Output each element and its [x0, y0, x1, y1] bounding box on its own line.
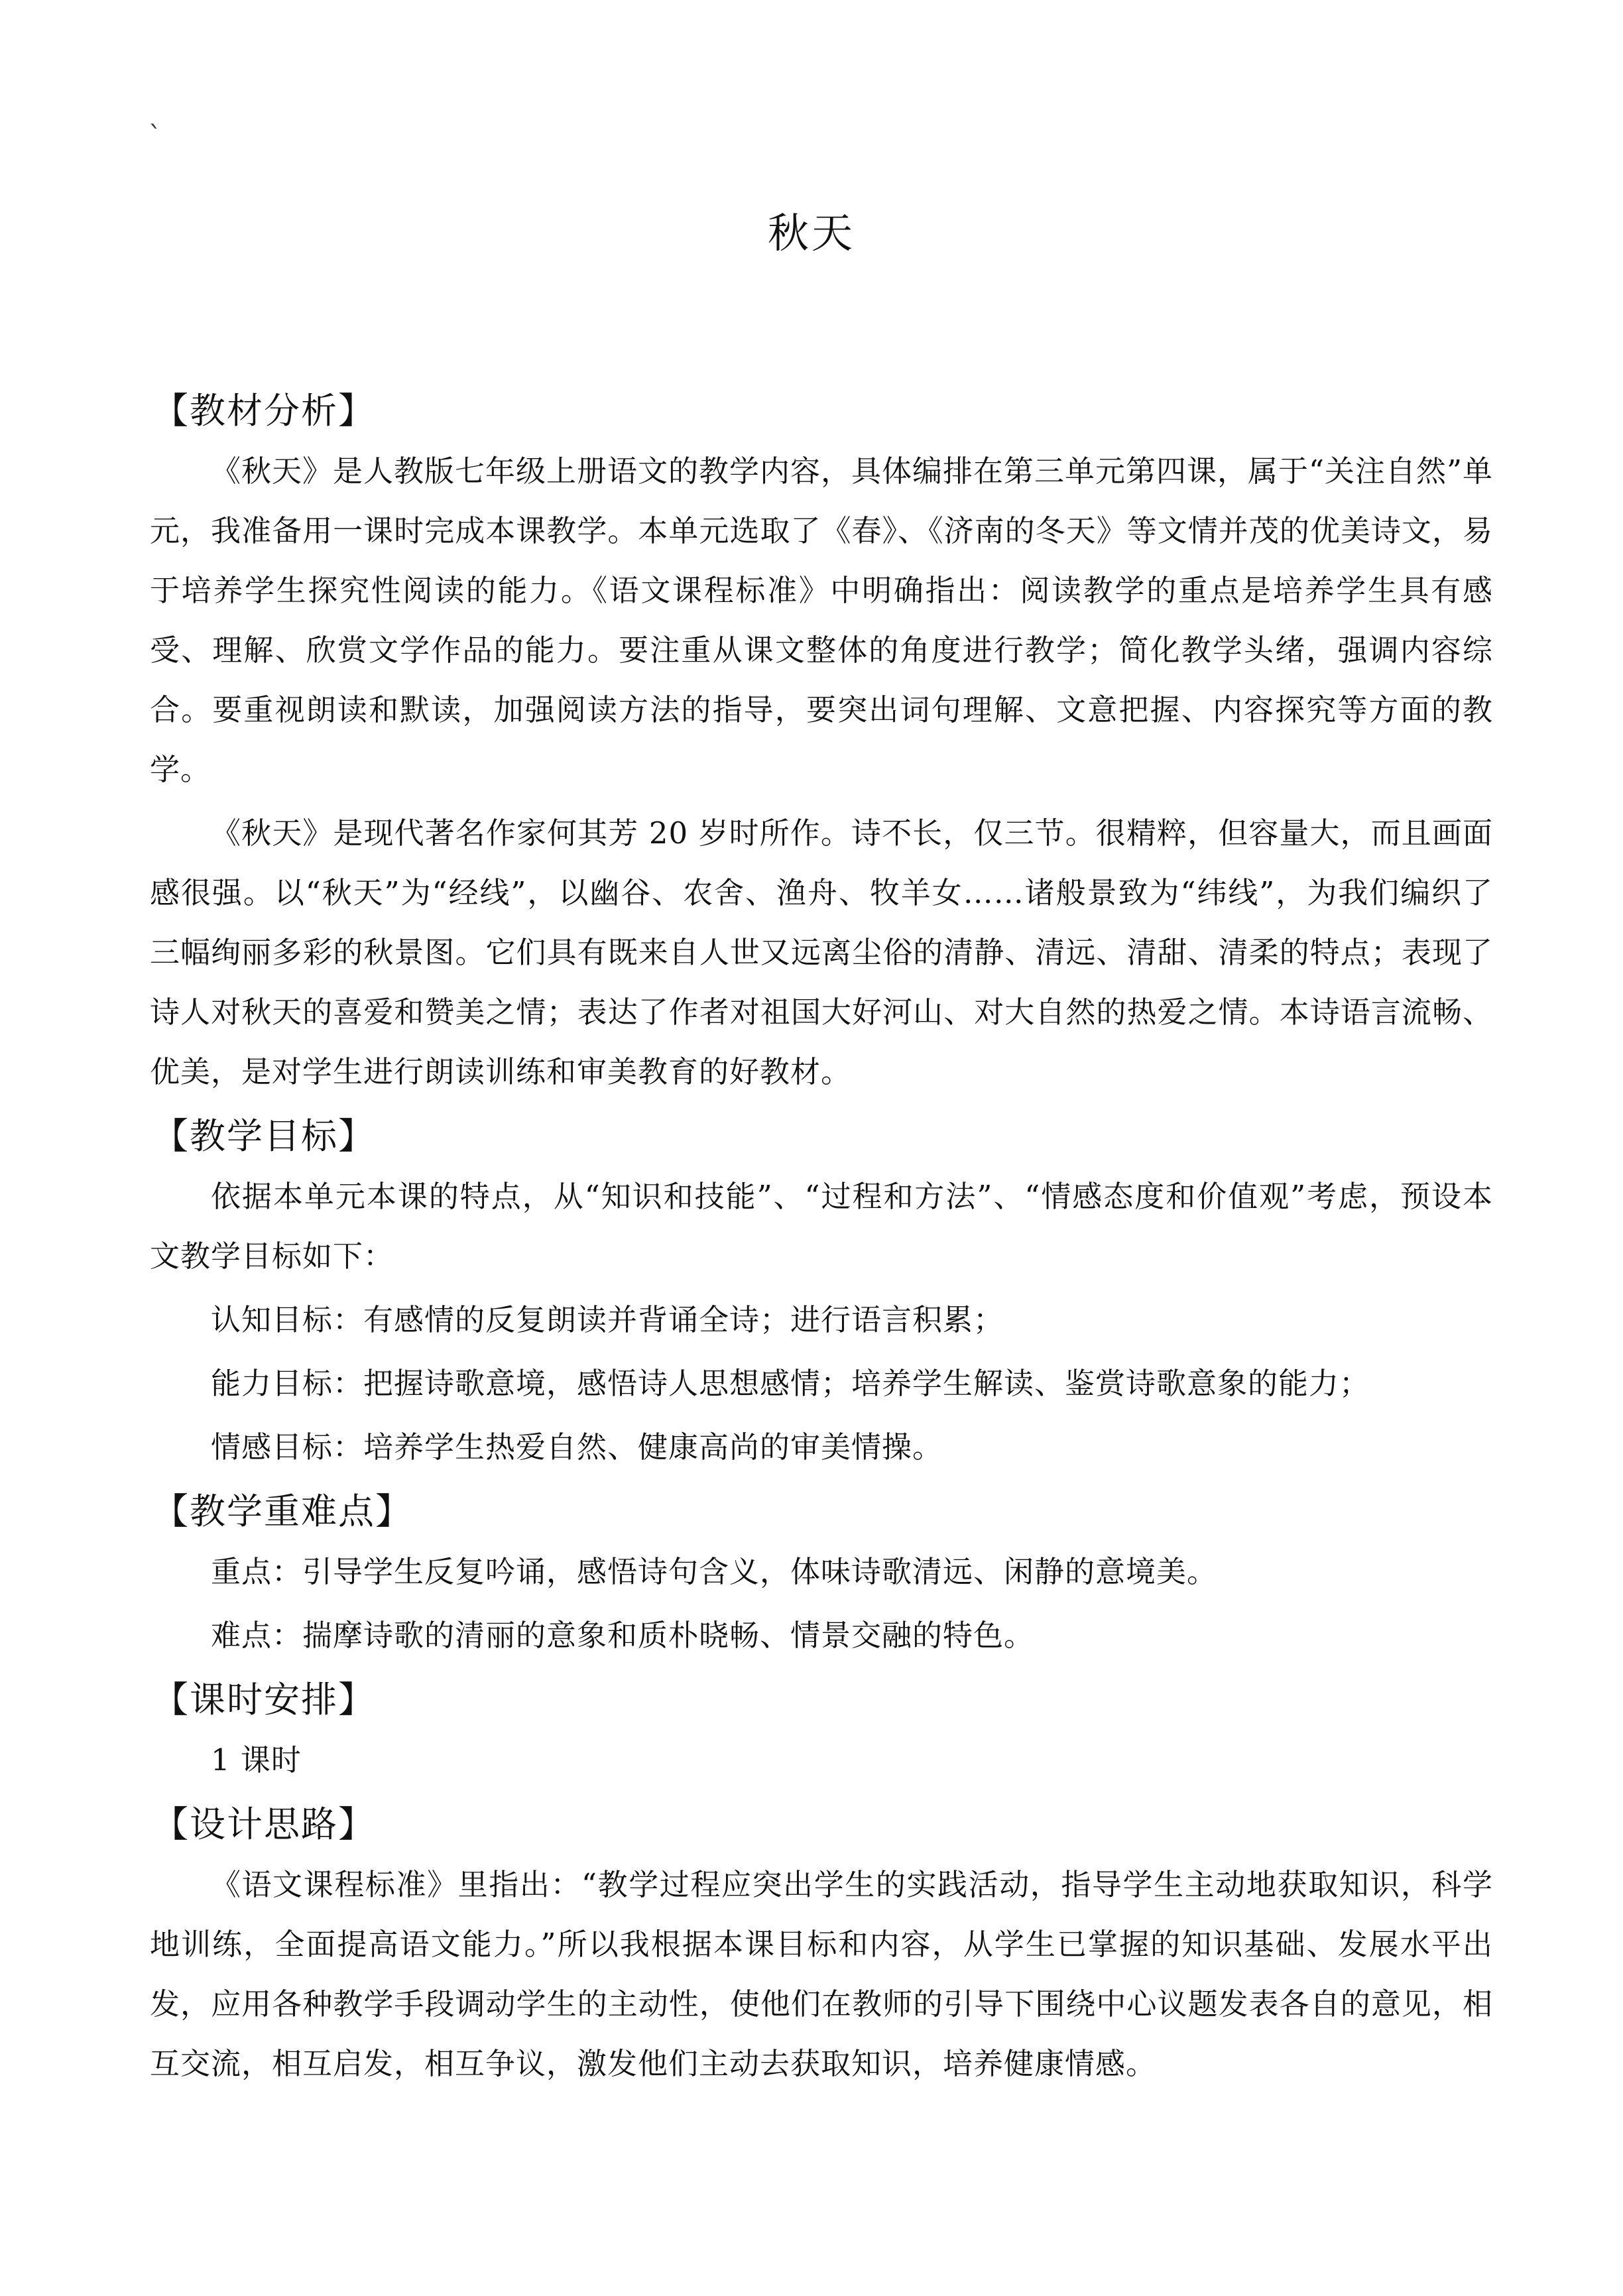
- goal-emotion: 情感目标：培养学生热爱自然、健康高尚的审美情操。: [211, 1429, 943, 1465]
- document-body: [150, 381, 1493, 2098]
- schedule-text: 1 课时: [211, 1742, 302, 1778]
- corner-mark: `: [149, 121, 162, 152]
- section-heading-key-points: 【教学重难点】: [152, 1490, 412, 1532]
- page-title: 秋天: [767, 209, 855, 257]
- difficult-point: 难点：揣摩诗歌的清丽的意象和质朴晓畅、情景交融的特色。: [211, 1618, 1035, 1653]
- goal-ability: 能力目标：把握诗歌意境，感悟诗人思想感情；培养学生解读、鉴赏诗歌意象的能力；: [211, 1366, 1370, 1401]
- key-point: 重点：引导学生反复吟诵，感悟诗句含义，体味诗歌清远、闲静的意境美。: [211, 1554, 1218, 1589]
- analysis-paragraph-1: 《秋天》是人教版七年级上册语文的教学内容，具体编排在第三单元第四课，属于“关注自然”单元，我准备用一课时完成本课教学。本单元选取了《春》、《济南的冬天》等文情并茂的优美诗文，易于培养学生探究性阅读的能力。《语文课程标准》中明确指出：阅读教学的重点是培养学生具有感受、理解、欣赏文学作品的能力。要注重从课文整体的角度进行教学；简化教学头绪，强调内容综合。要重视朗读和默读，加强阅读方法的指导，要突出词句理解、文意把握、内容探究等方面的教学。: [150, 453, 1494, 787]
- section-heading-goals: 【教学目标】: [152, 1115, 375, 1157]
- section-heading-design: 【设计思路】: [152, 1803, 375, 1845]
- analysis-paragraph-2: 《秋天》是现代著名作家何其芳 20 岁时所作。诗不长，仅三节。很精粹，但容量大，而且画面感很强。以“秋天”为“经线”，以幽谷、农舍、渔舟、牧羊女……诸般景致为“纬线”，为我们编织了三幅绚丽多彩的秋景图。它们具有既来自人世又远离尘俗的清静、清远、清甜、清柔的特点；表现了诗人对秋天的喜爱和赞美之情；表达了作者对祖国大好河山、对大自然的热爱之情。本诗语言流畅、优美，是对学生进行朗读训练和审美教育的好教材。: [150, 816, 1493, 1089]
- goals-intro: 依据本单元本课的特点，从“知识和技能”、“过程和方法”、“情感态度和价值观”考虑，预设本文教学目标如下：: [150, 1179, 1493, 1274]
- section-heading-schedule: 【课时安排】: [152, 1679, 375, 1721]
- goal-cognitive: 认知目标：有感情的反复朗读并背诵全诗；进行语言积累；: [211, 1302, 1004, 1337]
- design-paragraph-1: 《语文课程标准》里指出：“教学过程应突出学生的实践活动，指导学生主动地获取知识，科学地训练，全面提高语文能力。”所以我根据本课目标和内容，从学生已掌握的知识基础、发展水平出发，应用各种教学手段调动学生的主动性，使他们在教师的引导下围绕中心议题发表各自的意见，相互交流，相互启发，相互争议，激发他们主动去获取知识，培养健康情感。: [150, 1867, 1493, 2081]
- section-heading-analysis: 【教材分析】: [152, 390, 375, 432]
